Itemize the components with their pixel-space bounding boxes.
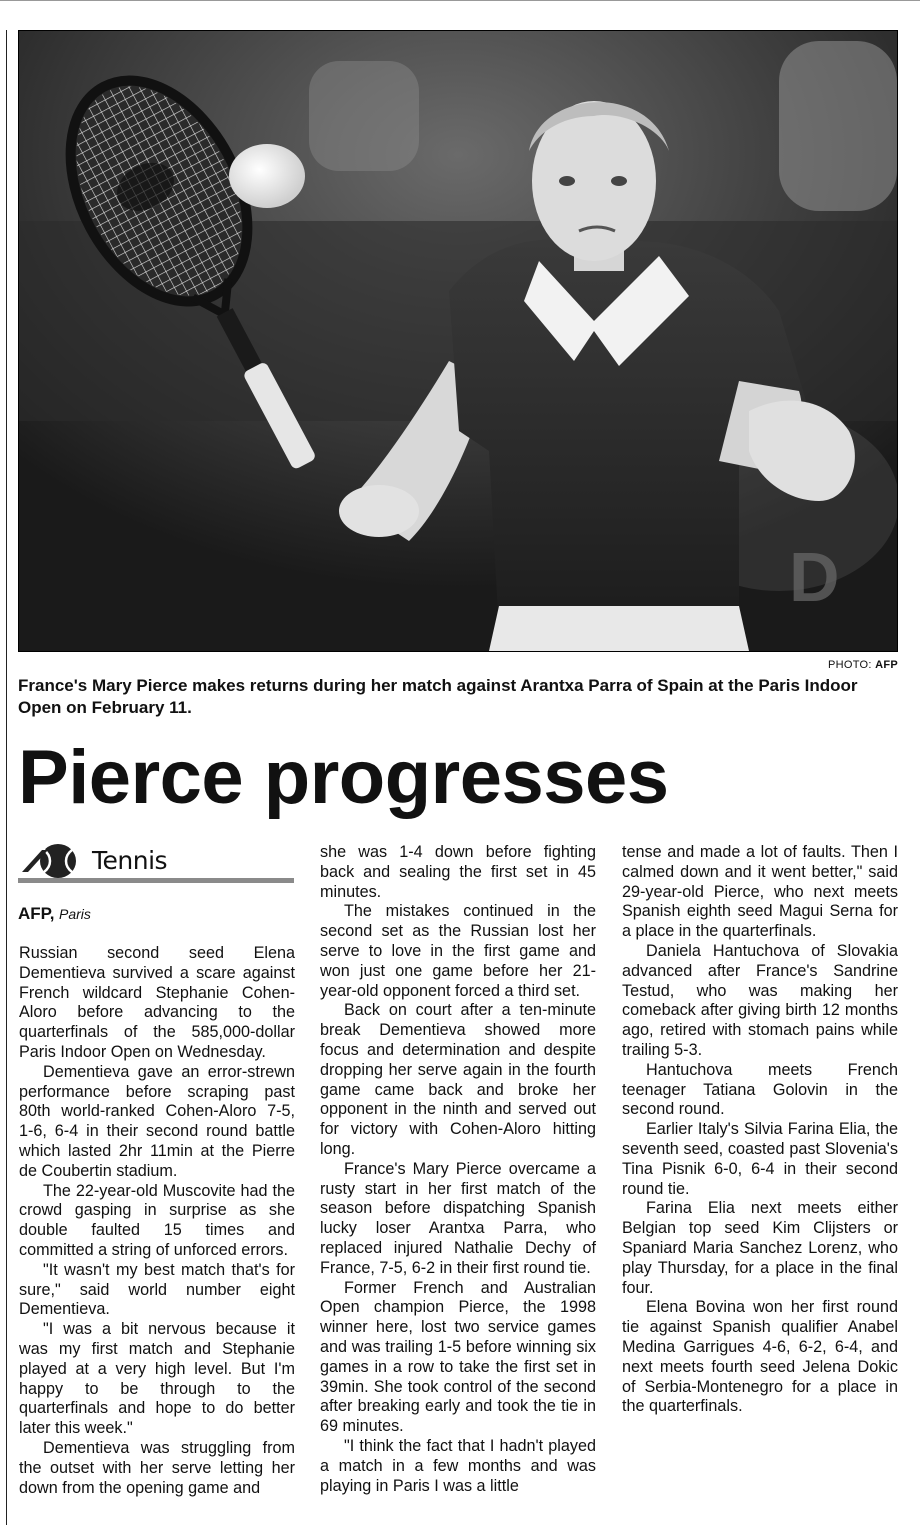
tennis-player-illustration <box>19 31 897 651</box>
photo-credit-source: AFP <box>875 659 898 671</box>
section-label <box>18 840 294 884</box>
paragraph: Russian second seed Elena Dementieva survived a scare against French wildcard Stephanie Cohen-Aloro before advancing to the quarterfinals of the 585,000-dollar Paris Indoor Open on Wednesday. <box>19 944 295 1061</box>
paragraph: Elena Bovina won her first round tie against Spanish qualifier Anabel Medina Garrigues 4-6, 6-2, 6-4, and next meets fourth seed Jelena Dokic of Serbia-Montenegro for a place in the quarterfinals. <box>622 1298 898 1416</box>
photo-credit-label: PHOTO: <box>827 659 872 671</box>
left-column-rule <box>6 30 7 1525</box>
paragraph: Back on court after a ten-minute break Dementieva showed more focus and determination and despite dropping her serve again in the fourth game came back and broke her opponent in the ninth and served out for victory with Cohen-Aloro hitting long. <box>320 1001 596 1158</box>
paragraph: "I was a bit nervous because it was my first match and Stephanie played at a very high level. But I'm happy to be through to the quarterfinals and hope to do better later this week." <box>19 1320 295 1438</box>
paragraph: Hantuchova meets French teenager Tatiana Golovin in the second round. <box>622 1060 898 1119</box>
paragraph: The 22-year-old Muscovite had the crowd gasping in surprise as she double faulted 15 times and committed a string of unforced errors. <box>19 1181 295 1259</box>
paragraph: Farina Elia next meets either Belgian top seed Kim Clijsters or Spaniard Maria Sanchez Lorenz, who play Thursday, for a place in the final four. <box>622 1199 898 1297</box>
paragraph: Former French and Australian Open champion Pierce, the 1998 winner here, lost two service games and was trailing 1-5 before winning six games in a row to take the first set in 39min. She took control of the second after breaking early and took the tie in 69 minutes. <box>320 1278 596 1436</box>
tennis-ball-icon <box>20 842 80 880</box>
news-photo <box>18 30 898 652</box>
section-rule <box>18 878 294 883</box>
paragraph: Dementieva gave an error-strewn performance before scraping past 80th world-ranked Cohen-Aloro 7-5, 1-6, 6-4 in their second round battle which lasted 2hr 11min at the Pierre de Coubertin stadium. <box>19 1062 295 1180</box>
photo-credit <box>828 659 898 671</box>
photo-caption: France's Mary Pierce makes returns during her match against Arantxa Parra of Spain at the Paris Indoor Open on February 11. <box>18 676 858 717</box>
paragraph: tense and made a lot of faults. Then I calmed down and it went better," said 29-year-old Pierce, who next meets Spanish eighth seed Magui Serna for a place in the quarterfinals. <box>622 843 898 941</box>
byline <box>18 904 91 924</box>
article-column-3 <box>622 843 898 1417</box>
paragraph: France's Mary Pierce overcame a rusty start in her first match of the season before dispatching Spanish lucky loser Arantxa Parra, who replaced injured Nathalie Dechy of France, 7-5, 6-2 in their first round tie. <box>320 1159 596 1277</box>
paragraph: The mistakes continued in the second set as the Russian lost her serve to love in the first game and won just one game before her 21-year-old opponent forced a third set. <box>320 902 596 1000</box>
byline-agency: AFP, <box>18 904 55 923</box>
headline: Pierce progresses <box>18 735 669 820</box>
svg-text:D: D <box>789 538 840 616</box>
article-column-1 <box>19 944 295 1498</box>
paragraph: "It wasn't my best match that's for sure," said world number eight Dementieva. <box>19 1260 295 1319</box>
section-name: Tennis <box>92 846 168 875</box>
paragraph: Daniela Hantuchova of Slovakia advanced after France's Sandrine Testud, who was making her comeback after giving birth 12 months ago, retired with stomach pains while trailing 5-3. <box>622 941 898 1059</box>
paragraph: she was 1-4 down before fighting back and sealing the first set in 45 minutes. <box>320 843 596 901</box>
top-rule <box>0 0 920 1</box>
article-column-2 <box>320 843 596 1496</box>
paragraph: "I think the fact that I hadn't played a match in a few months and was playing in Paris I was a little <box>320 1436 596 1495</box>
paragraph: Earlier Italy's Silvia Farina Elia, the seventh seed, coasted past Slovenia's Tina Pisnik 6-0, 6-4 in their second round tie. <box>622 1120 898 1198</box>
byline-place: Paris <box>59 906 91 922</box>
paragraph: Dementieva was struggling from the outset with her serve letting her down from the opening game and <box>19 1438 295 1497</box>
